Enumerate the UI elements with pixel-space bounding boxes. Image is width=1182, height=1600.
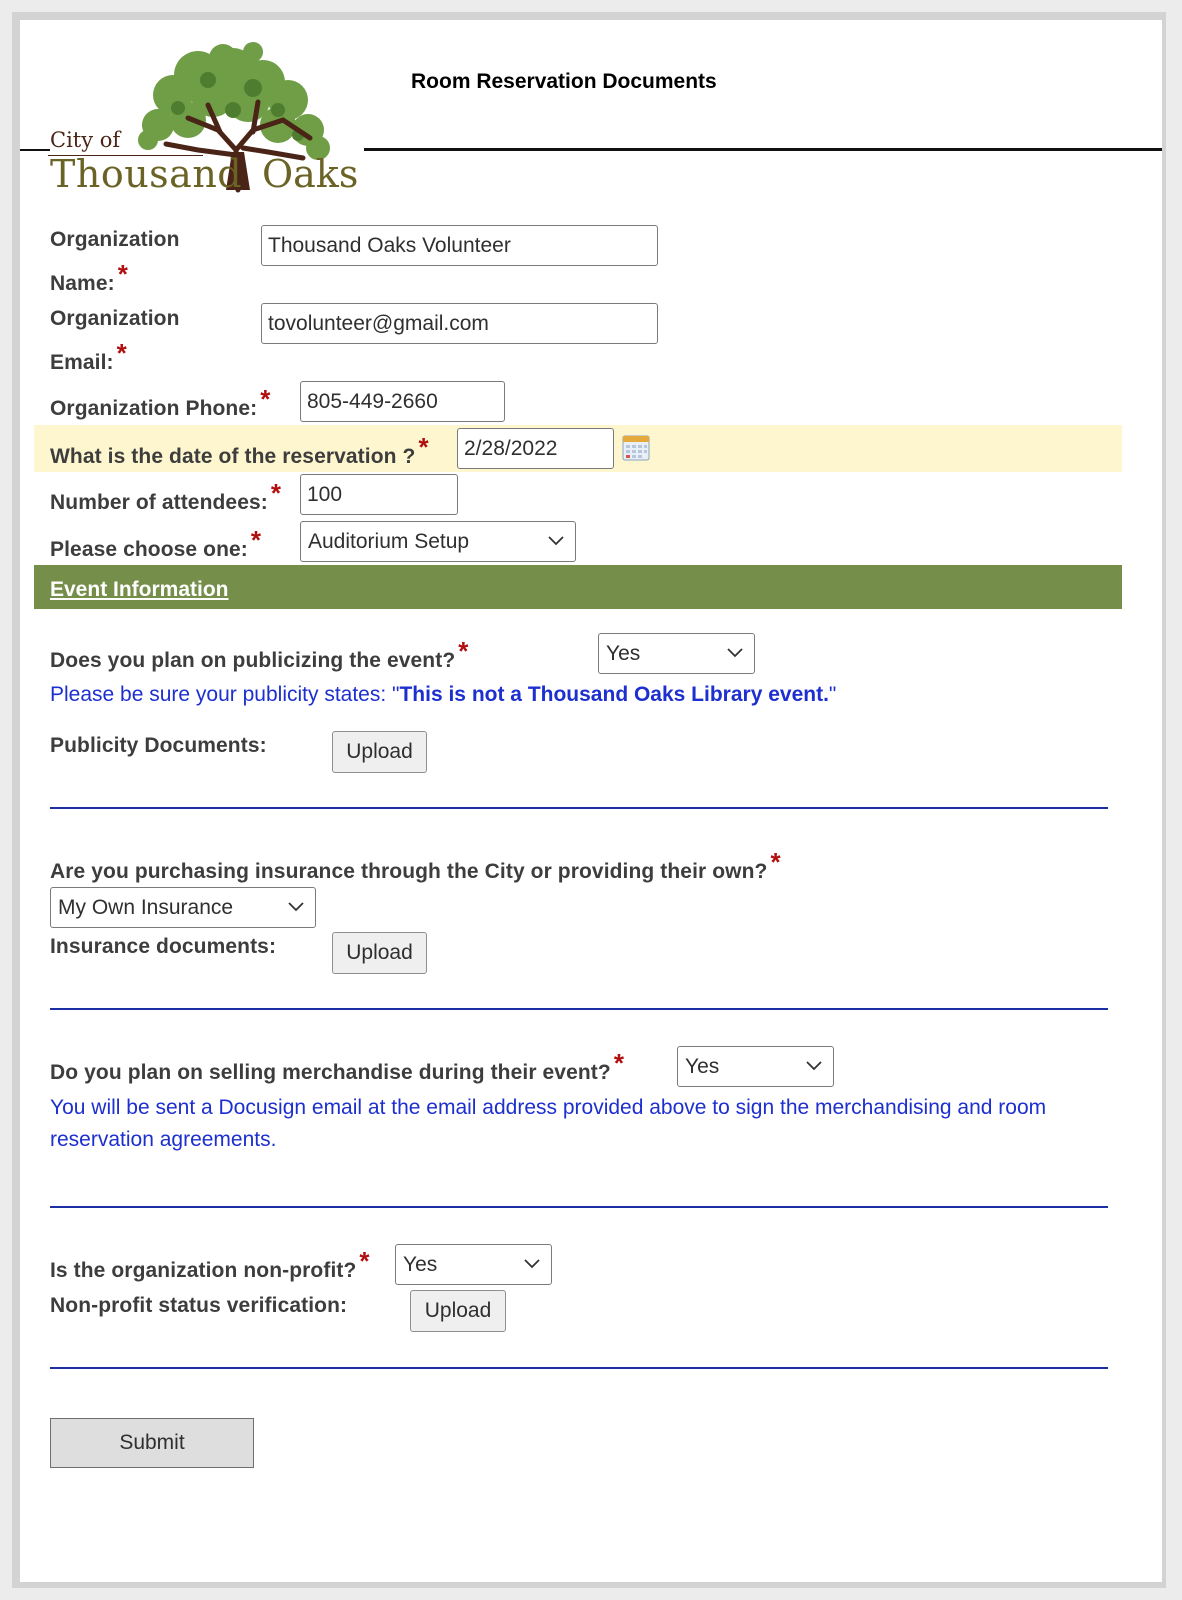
header-rule-left bbox=[20, 149, 50, 151]
section-divider bbox=[50, 1206, 1108, 1208]
chevron-down-icon bbox=[547, 531, 565, 549]
insurance-docs-label: Insurance documents: bbox=[50, 935, 277, 958]
page-title: Room Reservation Documents bbox=[411, 70, 717, 93]
publicize-select[interactable]: Yes bbox=[598, 633, 755, 674]
header-rule-right bbox=[364, 148, 1162, 151]
merch-label: Do you plan on selling merchandise during their event? * bbox=[50, 1048, 625, 1084]
chevron-down-icon bbox=[726, 643, 744, 661]
required-marker: * bbox=[770, 847, 781, 877]
required-marker: * bbox=[117, 259, 128, 289]
chevron-down-icon bbox=[805, 1056, 823, 1074]
publicity-docs-label: Publicity Documents: bbox=[50, 734, 267, 757]
required-marker: * bbox=[418, 432, 429, 462]
docusign-note: You will be sent a Docusign email at the email address provided above to sign the merchandising and room reservation agreements. bbox=[50, 1096, 1047, 1151]
insurance-select[interactable]: My Own Insurance bbox=[50, 887, 316, 928]
required-marker: * bbox=[613, 1048, 625, 1078]
room-setup-select[interactable]: Auditorium Setup bbox=[300, 521, 576, 562]
chevron-down-icon bbox=[523, 1254, 541, 1272]
attendees-label: Number of attendees: * bbox=[50, 478, 282, 514]
section-divider bbox=[50, 1008, 1108, 1010]
form-page bbox=[20, 20, 1162, 1582]
org-name-input[interactable] bbox=[261, 225, 658, 266]
choose-label: Please choose one: * bbox=[50, 525, 262, 561]
org-phone-input[interactable] bbox=[300, 381, 505, 422]
required-marker: * bbox=[250, 525, 262, 555]
chevron-down-icon bbox=[287, 897, 305, 915]
date-label: What is the date of the reservation ? * bbox=[50, 432, 429, 468]
org-email-label: Organization Email: * bbox=[50, 307, 180, 374]
required-marker: * bbox=[116, 338, 127, 368]
required-marker: * bbox=[270, 478, 282, 508]
event-info-title[interactable]: Event Information bbox=[50, 578, 229, 601]
logo-oaks: Oaks bbox=[262, 152, 359, 196]
attendees-input[interactable] bbox=[300, 474, 458, 515]
publicize-label: Does you plan on publicizing the event? * bbox=[50, 636, 469, 672]
city-logo bbox=[48, 40, 368, 200]
publicity-note: Please be sure your publicity states: "This is not a Thousand Oaks Library event." bbox=[50, 683, 837, 706]
nonprofit-upload-button[interactable]: Upload bbox=[410, 1290, 506, 1332]
submit-button[interactable]: Submit bbox=[50, 1418, 254, 1468]
nonprofit-select[interactable]: Yes bbox=[395, 1244, 552, 1285]
required-marker: * bbox=[260, 384, 271, 414]
logo-thousand: Thousand bbox=[50, 152, 243, 196]
calendar-icon[interactable] bbox=[622, 433, 650, 461]
publicity-upload-button[interactable]: Upload bbox=[332, 731, 427, 773]
nonprofit-docs-label: Non-profit status verification: bbox=[50, 1294, 348, 1317]
required-marker: * bbox=[458, 636, 469, 666]
org-name-label: Organization Name: * bbox=[50, 228, 180, 295]
insurance-label: Are you purchasing insurance through the City or providing their own? * bbox=[50, 847, 781, 883]
org-phone-label: Organization Phone: * bbox=[50, 384, 271, 420]
merch-select[interactable]: Yes bbox=[677, 1046, 834, 1087]
nonprofit-label: Is the organization non-profit? * bbox=[50, 1246, 370, 1282]
org-email-input[interactable] bbox=[261, 303, 658, 344]
insurance-upload-button[interactable]: Upload bbox=[332, 932, 427, 974]
required-marker: * bbox=[359, 1246, 370, 1276]
section-divider bbox=[50, 1367, 1108, 1369]
reservation-date-input[interactable] bbox=[457, 428, 614, 469]
logo-city-of: City of bbox=[50, 128, 121, 152]
section-divider bbox=[50, 807, 1108, 809]
